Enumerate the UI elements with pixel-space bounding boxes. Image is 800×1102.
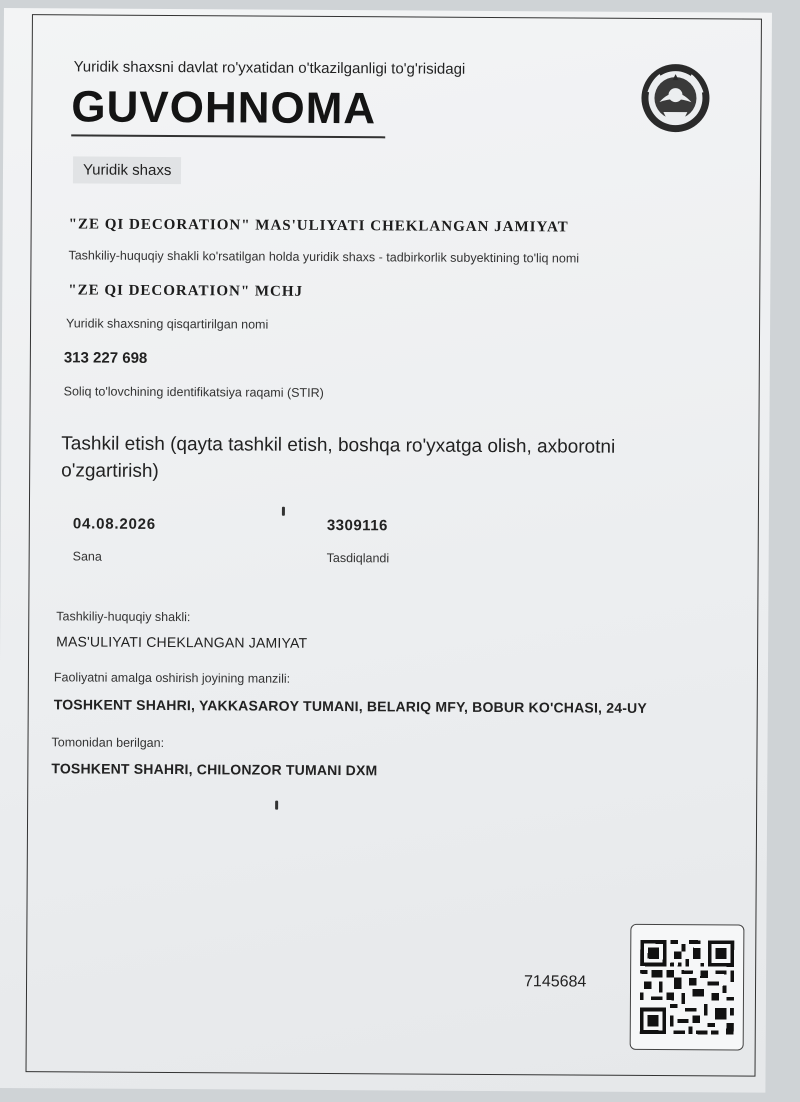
registration-action: Tashkil etish (qayta tashkil etish, boshqa ro'yxatga olish, axborotni o'zgartirish): [61, 433, 616, 482]
ink-mark: [275, 801, 278, 810]
certificate-sheet: [0, 8, 772, 1093]
issuer-value: TOSHKENT SHAHRI, CHILONZOR TUMANI DXM: [51, 760, 378, 779]
issuer-label: Tomonidan berilgan:: [51, 735, 165, 750]
approval-caption: Tasdiqlandi: [326, 550, 390, 566]
ink-mark: [282, 507, 285, 516]
address-value: TOSHKENT SHAHRI, YAKKASAROY TUMANI, BELARIQ MFY, BOBUR KO'CHASI, 24-UY: [53, 696, 647, 716]
entity-full-name: "ZE QI DECORATION" MAS'ULIYATI CHEKLANGAN JAMIYAT: [68, 216, 569, 236]
entity-full-name-caption: Tashkiliy-huquqiy shakli ko'rsatilgan holda yuridik shaxs - tadbirkorlik subyektining to'liq nomi: [68, 248, 580, 266]
entity-short-name-caption: Yuridik shaxsning qisqartirilgan nomi: [66, 316, 269, 332]
document-number: 7145684: [524, 973, 587, 991]
entity-short-name: "ZE QI DECORATION" MCHJ: [68, 282, 304, 300]
certificate-title: GUVOHNOMA: [71, 82, 377, 134]
registration-date-caption: Sana: [72, 549, 102, 564]
certificate-subtitle: Yuridik shaxsni davlat ro'yxatidan o'tkazilganligi to'g'risidagi: [73, 58, 466, 78]
legal-form-value: MAS'ULIYATI CHEKLANGAN JAMIYAT: [56, 633, 308, 651]
entity-type-badge: Yuridik shaxs: [73, 156, 182, 184]
address-label: Faoliyatni amalga oshirish joyining manzili:: [53, 670, 291, 686]
stir-number: 313 227 698: [63, 349, 148, 367]
stir-caption: Soliq to'lovchining identifikatsiya raqami (STIR): [63, 384, 324, 400]
approval-number: 3309116: [326, 516, 388, 535]
qr-code-frame: [630, 924, 745, 1051]
registration-date: 04.08.2026: [72, 515, 156, 533]
legal-form-label: Tashkiliy-huquqiy shakli:: [56, 609, 191, 625]
qr-code-icon: [640, 935, 735, 1040]
state-emblem-icon: [637, 62, 713, 134]
